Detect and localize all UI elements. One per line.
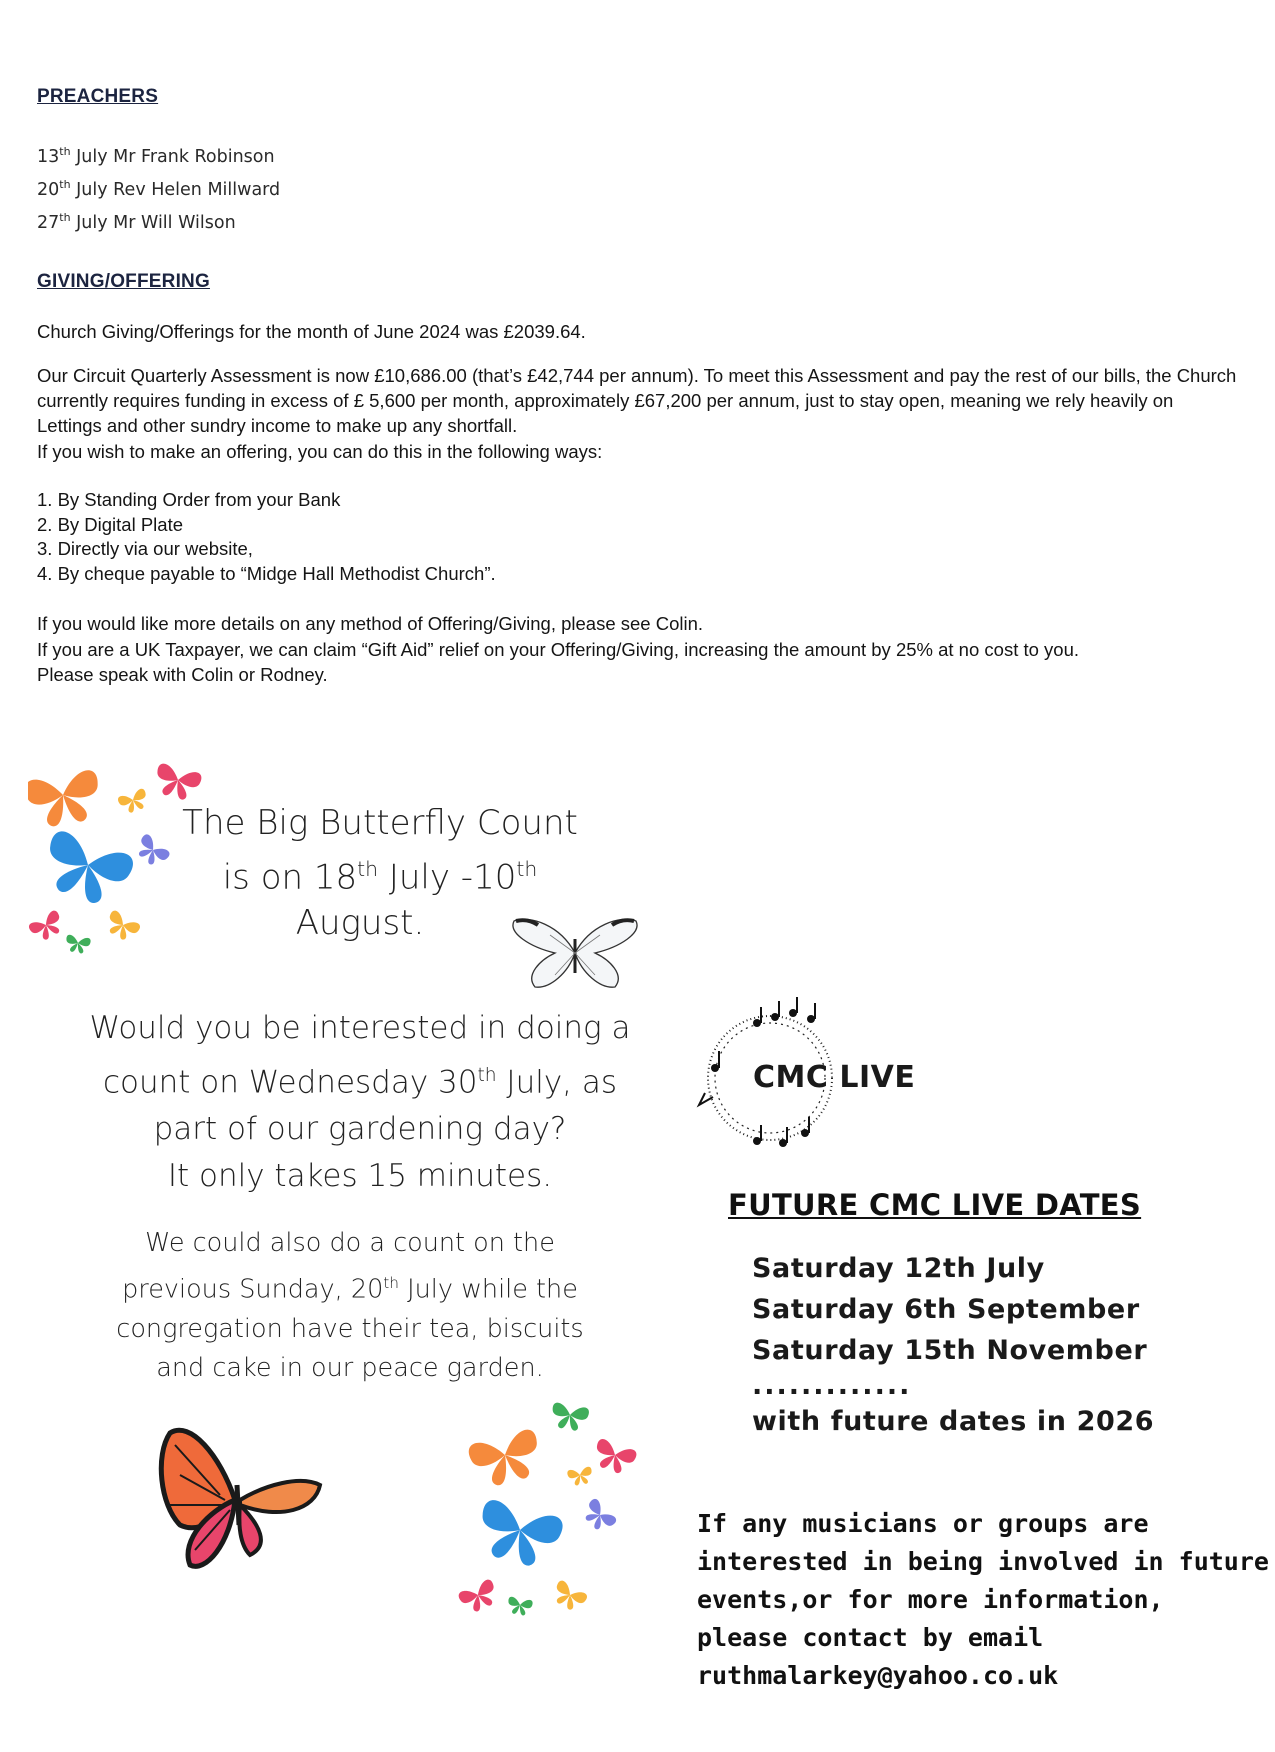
- giving-gift-aid: If you are a UK Taxpayer, we can claim “Gift Aid” relief on your Offering/Giving, increasing the amount by 25% at no cost to you.: [37, 639, 1080, 660]
- cmc-contact-email[interactable]: ruthmalarkey@yahoo.co.uk: [697, 1661, 1059, 1690]
- butterfly-question: [80, 1005, 640, 1200]
- butterfly-title-line: is on 18th July -10th: [222, 857, 538, 898]
- cmc-dates-heading: FUTURE CMC LIVE DATES: [728, 1188, 1142, 1222]
- butterfly-also: [90, 1224, 610, 1389]
- giving-ways-intro: If you wish to make an offering, you can do this in the following ways:: [37, 441, 603, 462]
- butterfly-question-line: Would you be interested in doing a: [89, 1010, 631, 1046]
- giving-speak: Please speak with Colin or Rodney.: [37, 664, 328, 685]
- white-butterfly-icon: [510, 915, 640, 990]
- giving-way-item: 2. By Digital Plate: [37, 513, 184, 535]
- giving-assessment: Our Circuit Quarterly Assessment is now £10,686.00 (that’s £42,744 per annum). To meet this Assessment and pay the rest of our bills, the Church currently requires funding in excess of £ 5,600 per month, approximately £67,200 per annum, just to stay open, meaning we rely heavily on Lettings and other sundry income to make up any shortfall.: [37, 365, 1237, 436]
- butterfly-also-line: and cake in our peace garden.: [156, 1353, 544, 1383]
- butterfly-title-line: August.: [295, 903, 425, 944]
- preacher-item: 13th July Mr Frank Robinson: [37, 145, 275, 167]
- giving-way-item: 4. By cheque payable to “Midge Hall Methodist Church”.: [37, 562, 496, 584]
- cmc-date-item: Saturday 15th November: [752, 1335, 1148, 1366]
- preachers-list: [37, 138, 280, 236]
- butterfly-question-line: part of our gardening day?: [153, 1111, 567, 1148]
- cmc-date-item: Saturday 12th July: [752, 1253, 1045, 1284]
- preacher-item: 20th July Rev Helen Millward: [37, 177, 281, 200]
- cmc-dots: .............: [752, 1370, 912, 1401]
- giving-details: If you would like more details on any method of Offering/Giving, please see Colin.: [37, 613, 704, 634]
- preachers-heading: PREACHERS: [37, 86, 159, 107]
- butterfly-title-line: The Big Butterfly Count: [182, 803, 578, 843]
- giving-monthly: Church Giving/Offerings for the month of June 2024 was £2039.64.: [37, 321, 586, 342]
- cmc-contact: [697, 1505, 1269, 1695]
- cmc-date-item: Saturday 6th September: [752, 1294, 1140, 1325]
- butterfly-question-line: count on Wednesday 30th July, as: [102, 1064, 618, 1101]
- monarch-butterfly-icon: [150, 1415, 330, 1575]
- preacher-item: 27th July Mr Will Wilson: [37, 210, 236, 233]
- giving-way-item: 3. Directly via our website,: [37, 538, 253, 559]
- butterfly-cluster-bottom-icon: [450, 1395, 650, 1630]
- butterfly-also-line: congregation have their tea, biscuits: [116, 1313, 584, 1344]
- butterfly-also-line: previous Sunday, 20th July while the: [122, 1273, 578, 1304]
- cmc-contact-line: please contact by email: [697, 1623, 1044, 1652]
- cmc-contact-line: If any musicians or groups are: [697, 1509, 1149, 1538]
- giving-heading: GIVING/OFFERING: [37, 271, 210, 292]
- giving-way-item: 1. By Standing Order from your Bank: [37, 489, 341, 510]
- cmc-contact-line: events,or for more information,: [697, 1585, 1164, 1614]
- butterfly-question-line: It only takes 15 minutes.: [167, 1158, 553, 1195]
- cmc-live-logo-text: CMC LIVE: [753, 1060, 916, 1095]
- cmc-dates-list: [752, 1248, 1154, 1442]
- cmc-future-dates: with future dates in 2026: [752, 1406, 1155, 1437]
- giving-ways-list: [37, 488, 496, 586]
- cmc-contact-line: interested in being involved in future: [697, 1547, 1269, 1576]
- butterfly-also-line: We could also do a count on the: [145, 1228, 555, 1258]
